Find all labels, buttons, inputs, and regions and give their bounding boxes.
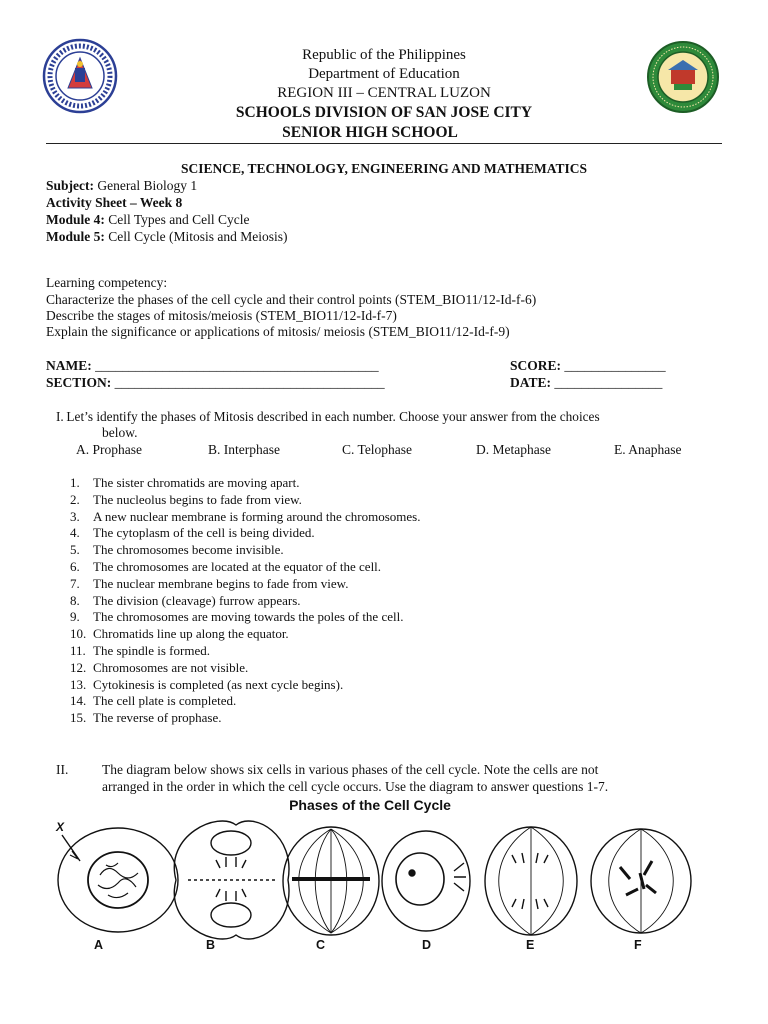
question-number: 13. (70, 676, 87, 692)
question-number: 5. (70, 542, 80, 558)
question-text: Cytokinesis is completed (as next cycle begins). (93, 676, 344, 692)
header-division: SCHOOLS DIVISION OF SAN JOSE CITY (235, 104, 533, 121)
cell-d-prophase (382, 831, 470, 931)
cell-label-d: D (422, 938, 432, 952)
cell-label-b: B (206, 938, 216, 952)
question-item (70, 609, 403, 626)
part2-text-cont: arranged in the order in which the cell cycle occurs. Use the diagram to answer questions 1-7. (102, 779, 609, 794)
competency-item: Characterize the phases of the cell cycle and their control points (STEM_BIO11/12-Id-f-6) (46, 292, 537, 307)
question-text: The cell plate is completed. (93, 693, 237, 709)
question-text: Chromosomes are not visible. (93, 659, 249, 675)
question-item (70, 576, 348, 593)
subject-line: Subject: General Biology 1 (46, 178, 198, 193)
question-number: 3. (70, 508, 80, 524)
question-number: 4. (70, 525, 80, 541)
question-item (70, 542, 284, 559)
competency-item: Describe the stages of mitosis/meiosis (STEM_BIO11/12-Id-f-7) (46, 308, 397, 323)
date-field[interactable]: DATE: ________________ (510, 375, 663, 390)
choice-metaphase: D. Metaphase (476, 442, 551, 457)
competency-item: Explain the significance or applications of mitosis/ meiosis (STEM_BIO11/12-Id-f-9) (46, 324, 510, 339)
choice-telophase: C. Telophase (342, 442, 413, 457)
question-number: 2. (70, 491, 80, 507)
question-number: 9. (70, 609, 80, 625)
question-item (70, 660, 248, 677)
x-pointer-label: X (56, 820, 65, 834)
question-text: Chromatids line up along the equator. (93, 626, 289, 642)
question-item (70, 643, 210, 660)
cell-f-prometaphase (591, 829, 691, 933)
question-item (70, 525, 315, 542)
question-item (70, 693, 236, 710)
question-text: The spindle is formed. (93, 643, 210, 658)
cell-label-c: C (316, 938, 326, 952)
question-number: 1. (70, 475, 80, 490)
strand-title: SCIENCE, TECHNOLOGY, ENGINEERING AND MATHEMATICS (180, 161, 588, 176)
choice-interphase: B. Interphase (208, 442, 280, 457)
module5-line: Module 5: Cell Cycle (Mitosis and Meiosis) (46, 229, 288, 244)
part2-text: The diagram below shows six cells in various phases of the cell cycle. Note the cells are not (102, 762, 599, 777)
header-department: Department of Education (308, 66, 460, 82)
question-item (70, 475, 300, 492)
question-text: The cytoplasm of the cell is being divided. (93, 525, 315, 541)
header-republic: Republic of the Philippines (302, 47, 466, 63)
choice-anaphase: E. Anaphase (614, 442, 682, 457)
cell-label-a: A (94, 938, 104, 952)
question-number: 12. (70, 659, 87, 675)
cell-label-f: F (634, 938, 642, 952)
header-region: REGION III – CENTRAL LUZON (277, 85, 491, 101)
part1-instruction-cont: below. (102, 425, 138, 440)
question-text: The sister chromatids are moving apart. (93, 475, 300, 490)
question-text: The chromosomes become invisible. (93, 542, 284, 558)
question-item (70, 677, 343, 694)
question-number: 6. (70, 559, 80, 574)
question-text: The chromosomes are moving towards the poles of the cell. (93, 609, 404, 625)
question-text: The chromosomes are located at the equator of the cell. (93, 559, 382, 574)
question-text: The nucleolus begins to fade from view. (93, 491, 302, 507)
question-number: 7. (70, 575, 80, 591)
question-number: 8. (70, 592, 80, 608)
question-number: 15. (70, 710, 87, 726)
question-text: The nuclear membrane begins to fade from view. (93, 575, 349, 591)
module4-line: Module 4: Cell Types and Cell Cycle (46, 212, 250, 227)
question-text: The reverse of prophase. (93, 710, 222, 726)
cell-a-interphase (58, 828, 178, 932)
cell-label-e: E (526, 938, 535, 952)
cell-cycle-diagram (48, 815, 728, 940)
header-rule (46, 143, 722, 144)
question-item (70, 626, 289, 643)
part1-instruction: I. Let’s identify the phases of Mitosis described in each number. Choose your answer from the choices (56, 409, 600, 424)
cell-b-telophase (174, 821, 289, 939)
score-field[interactable]: SCORE: _______________ (510, 358, 666, 373)
cell-e-anaphase (485, 827, 577, 935)
section-field[interactable]: SECTION: ________________________________________ (46, 375, 385, 390)
question-text: A new nuclear membrane is forming around the chromosomes. (93, 508, 421, 524)
question-number: 14. (70, 693, 87, 709)
question-item (70, 492, 302, 509)
question-number: 10. (70, 626, 87, 642)
question-item (70, 710, 222, 727)
question-item (70, 509, 420, 526)
question-item (70, 559, 381, 576)
activity-line: Activity Sheet – Week 8 (46, 195, 183, 210)
question-text: The division (cleavage) furrow appears. (93, 592, 301, 608)
choice-prophase: A. Prophase (76, 442, 142, 457)
cell-c-metaphase (283, 827, 379, 935)
diagram-title: Phases of the Cell Cycle (289, 797, 451, 813)
name-field[interactable]: NAME: __________________________________________ (46, 358, 379, 373)
question-item (70, 593, 301, 610)
question-number: 11. (70, 643, 86, 658)
competency-title: Learning competency: (46, 275, 168, 290)
part2-numeral: II. (56, 762, 69, 777)
header-shs: SENIOR HIGH SCHOOL (282, 124, 458, 141)
